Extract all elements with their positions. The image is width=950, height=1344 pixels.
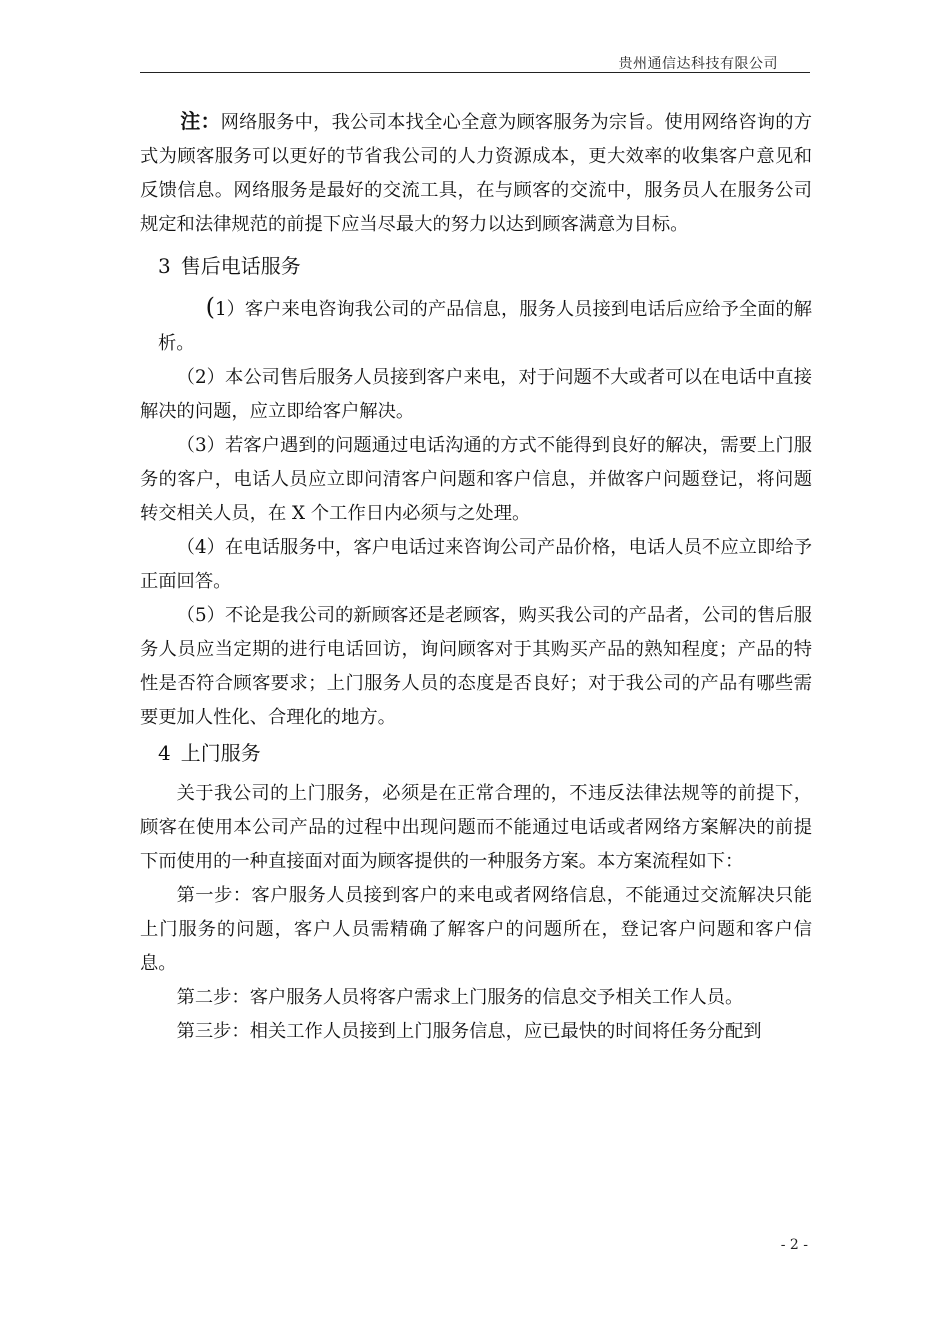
section-4-title: 上门服务 — [180, 741, 261, 765]
note-text: 网络服务中，我公司本找全心全意为顾客服务为宗旨。使用网络咨询的方式为顾客服务可以更好的节省我公司的人力资源成本，更大效率的收集客户意见和反馈信息。网络服务是最好的交流工具，在与顾客的交流中，服务员人在服务公司规定和法律规范的前提下应当尽最大的努力以达到顾客满意为目标。 — [140, 112, 813, 235]
section-4-step-3: 第三步：相关工作人员接到上门服务信息，应已最快的时间将任务分配到 — [176, 1021, 762, 1042]
section-3-item-1 — [140, 290, 812, 361]
section-4-number: 4 — [158, 741, 171, 765]
section-4-heading — [158, 738, 812, 768]
section-3-title: 售后电话服务 — [180, 254, 301, 278]
note-paragraph — [140, 104, 812, 242]
item-1-text: 1）客户来电咨询我公司的产品信息，服务人员接到电话后应给予全面的解析。 — [158, 299, 812, 354]
section-3-number: 3 — [158, 254, 171, 278]
section-4-step-1: 第一步：客户服务人员接到客户的来电或者网络信息，不能通过交流解决只能上门服务的问题，客户人员需精确了解客户的问题所在，登记客户问题和客户信息。 — [140, 885, 812, 974]
item-1-open-paren: ( — [205, 293, 215, 321]
section-4-step-2: 第二步：客户服务人员将客户需求上门服务的信息交予相关工作人员。 — [176, 987, 744, 1008]
header-rule — [140, 72, 810, 73]
section-3-item-5: （5）不论是我公司的新顾客还是老顾客，购买我公司的产品者，公司的售后服务人员应当定期的进行电话回访，询问顾客对于其购买产品的熟知程度；产品的特性是否符合顾客要求；上门服务人员的态度是否良好；对于我公司的产品有哪些需要更加人性化、合理化的地方。 — [140, 605, 812, 728]
section-4-intro: 关于我公司的上门服务，必须是在正常合理的，不违反法律法规等的前提下，顾客在使用本公司产品的过程中出现问题而不能通过电话或者网络方案解决的前提下而使用的一种直接面对面为顾客提供的一种服务方案。本方案流程如下： — [140, 783, 812, 872]
document-body — [140, 104, 812, 1049]
section-3-item-4: （4）在电话服务中，客户电话过来咨询公司产品价格，电话人员不应立即给予正面回答。 — [140, 537, 812, 592]
page-number: - 2 - — [780, 1237, 808, 1253]
section-3-item-2: （2）本公司售后服务人员接到客户来电，对于问题不大或者可以在电话中直接解决的问题，应立即给客户解决。 — [140, 367, 812, 422]
section-3-item-3: （3）若客户遇到的问题通过电话沟通的方式不能得到良好的解决，需要上门服务的客户，电话人员应立即问清客户问题和客户信息，并做客户问题登记，将问题转交相关人员，在 X 个工作日内必须与之处理。 — [140, 435, 812, 524]
section-3-heading — [158, 251, 812, 281]
header-company-name: 贵州通信达科技有限公司 — [618, 56, 778, 72]
note-label: 注： — [180, 109, 221, 133]
